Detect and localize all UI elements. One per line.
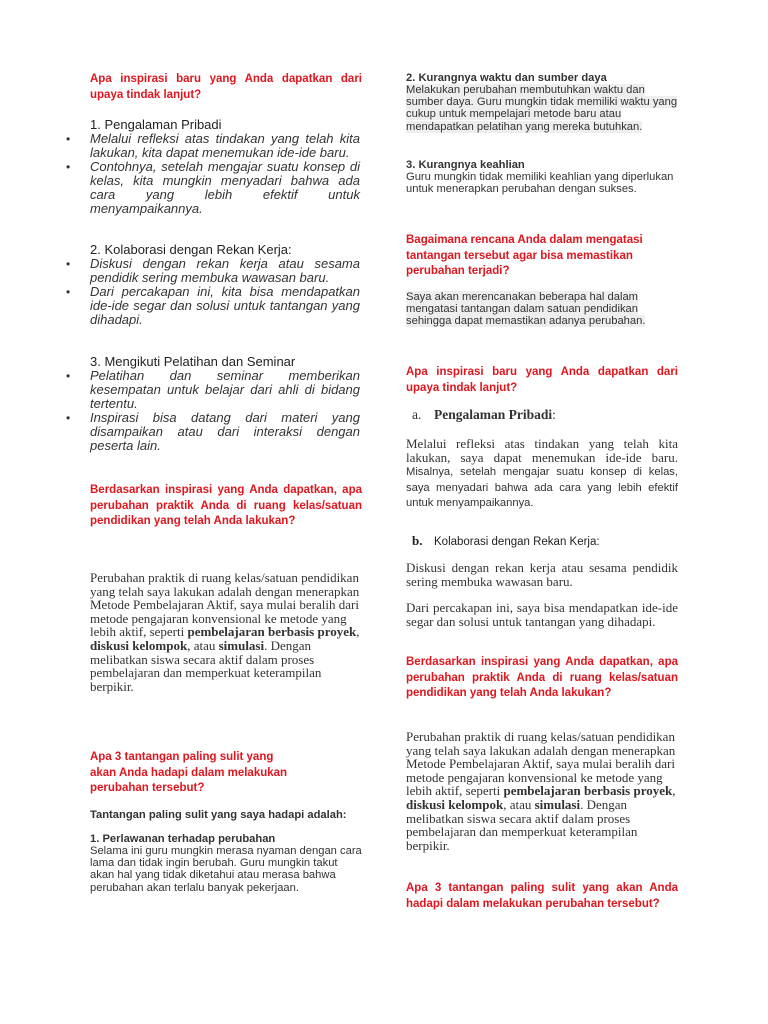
subsection-b-text-1: Diskusi dengan rekan kerja atau sesama pendidik sering membuka wawasan baru.: [406, 560, 678, 589]
training-list: [90, 369, 360, 453]
list-item: • Contohnya, setelah mengajar suatu konsep di kelas, kita mungkin menyadari bahwa ada cara yang lebih efektif untuk menyampaikannya.: [90, 160, 360, 216]
challenge-3-text: Guru mungkin tidak memiliki keahlian yang diperlukan untuk menerapkan perubahan dengan sukses.: [406, 171, 674, 196]
section-training-title: 3. Mengikuti Pelatihan dan Seminar: [90, 354, 296, 369]
challenge-2-text: Melakukan perubahan membutuhkan waktu dan sumber daya. Guru mungkin tidak memiliki waktu yang cukup untuk mempelajari metode baru atau mendapatkan pelatihan yang mereka butuhkan.: [406, 84, 678, 133]
list-item: • Dari percakapan ini, kita bisa mendapatkan ide-ide segar dan solusi untuk tantangan yang dihadapi.: [90, 285, 360, 327]
challenge-1-title: 1. Perlawanan terhadap perubahan: [90, 833, 276, 845]
answer-practice-change: Perubahan praktik di ruang kelas/satuan pendidikan yang telah saya lakukan adalah dengan menerapkan Metode Pembelajaran Aktif, saya mulai beralih dari metode pengajaran konvensional ke metode yang lebih aktif, seperti pembelajaran berbasis proyek, diskusi kelompok, atau simulasi. Dengan melibatkan siswa secara aktif dalam proses pembelajaran dan memperkuat keterampilan berpikir.: [90, 570, 360, 694]
collaboration-list: [90, 257, 360, 327]
list-item: • Pelatihan dan seminar memberikan kesempatan untuk belajar dari ahli di bidang tertentu.: [90, 369, 360, 411]
list-item: • Diskusi dengan rekan kerja atau sesama pendidik sering membuka wawasan baru.: [90, 257, 360, 285]
question-new-inspiration-2: Apa inspirasi baru yang Anda dapatkan dari upaya tindak lanjut?: [406, 366, 678, 394]
question-challenges: Apa 3 tantangan paling sulit yang akan Anda hadapi dalam melakukan perubahan tersebut?: [90, 751, 288, 794]
bold-term: diskusi kelompok: [406, 796, 504, 812]
subsection-a-text: Melalui refleksi atas tindakan yang telah kita lakukan, saya dapat menemukan ide-ide baru. Misalnya, setelah mengajar suatu konsep di kelas, saya menyadari bahwa ada cara yang lebih efektif untuk menyampaikannya.: [406, 436, 678, 510]
question-challenges-2: Apa 3 tantangan paling sulit yang akan Anda hadapi dalam melakukan perubahan tersebut?: [406, 882, 678, 910]
challenges-intro: Tantangan paling sulit yang saya hadapi adalah:: [90, 809, 347, 821]
bold-term: pembelajaran berbasis proyek: [187, 624, 357, 640]
question-new-inspiration: Apa inspirasi baru yang Anda dapatkan dari upaya tindak lanjut?: [90, 73, 362, 101]
list-item: • Melalui refleksi atas tindakan yang telah kita lakukan, kita dapat menemukan ide-ide baru.: [90, 132, 360, 160]
bold-term: simulasi: [218, 637, 265, 653]
challenge-2-title: 2. Kurangnya waktu dan sumber daya: [406, 72, 607, 84]
bold-term: simulasi: [534, 796, 581, 812]
subsection-b-text-2: Dari percakapan ini, saya bisa mendapatkan ide-ide segar dan solusi untuk tantangan yang dihadapi.: [406, 600, 678, 629]
question-practice-change-2: Berdasarkan inspirasi yang Anda dapatkan, apa perubahan praktik Anda di ruang kelas/satuan pendidikan yang telah Anda lakukan?: [406, 656, 678, 699]
section-personal-experience-title: 1. Pengalaman Pribadi: [90, 117, 222, 132]
subheading-a: a. Pengalaman Pribadi:: [412, 407, 556, 422]
subheading-b: b. Kolaborasi dengan Rekan Kerja:: [412, 533, 600, 548]
question-plan: Bagaimana rencana Anda dalam mengatasi tantangan tersebut agar bisa memastikan perubahan terjadi?: [406, 234, 643, 277]
bold-term: pembelajaran berbasis proyek: [503, 783, 673, 799]
challenge-3-title: 3. Kurangnya keahlian: [406, 159, 525, 171]
challenge-1-text: Selama ini guru mungkin merasa nyaman dengan cara lama dan tidak ingin berubah. Guru mungkin takut akan hal yang tidak diketahui atau merasa bahwa perubahan akan terlalu banyak pekerjaan.: [90, 845, 362, 894]
answer-plan: Saya akan merencanakan beberapa hal dalam mengatasi tantangan dalam satuan pendidikan sehingga dapat memastikan adanya perubahan.: [406, 291, 646, 328]
list-item: • Inspirasi bisa datang dari materi yang disampaikan atau dari interaksi dengan peserta lain.: [90, 411, 360, 453]
answer-practice-change-2: Perubahan praktik di ruang kelas/satuan pendidikan yang telah saya lakukan adalah dengan menerapkan Metode Pembelajaran Aktif, saya mulai beralih dari metode pengajaran konvensional ke metode yang lebih aktif, seperti pembelajaran berbasis proyek, diskusi kelompok, atau simulasi. Dengan melibatkan siswa secara aktif dalam proses pembelajaran dan memperkuat keterampilan berpikir.: [406, 729, 676, 853]
personal-experience-list: [90, 132, 360, 216]
section-collaboration-title: 2. Kolaborasi dengan Rekan Kerja:: [90, 242, 292, 257]
bold-term: diskusi kelompok: [90, 637, 188, 653]
question-practice-change: Berdasarkan inspirasi yang Anda dapatkan, apa perubahan praktik Anda di ruang kelas/satuan pendidikan yang telah Anda lakukan?: [90, 484, 362, 527]
